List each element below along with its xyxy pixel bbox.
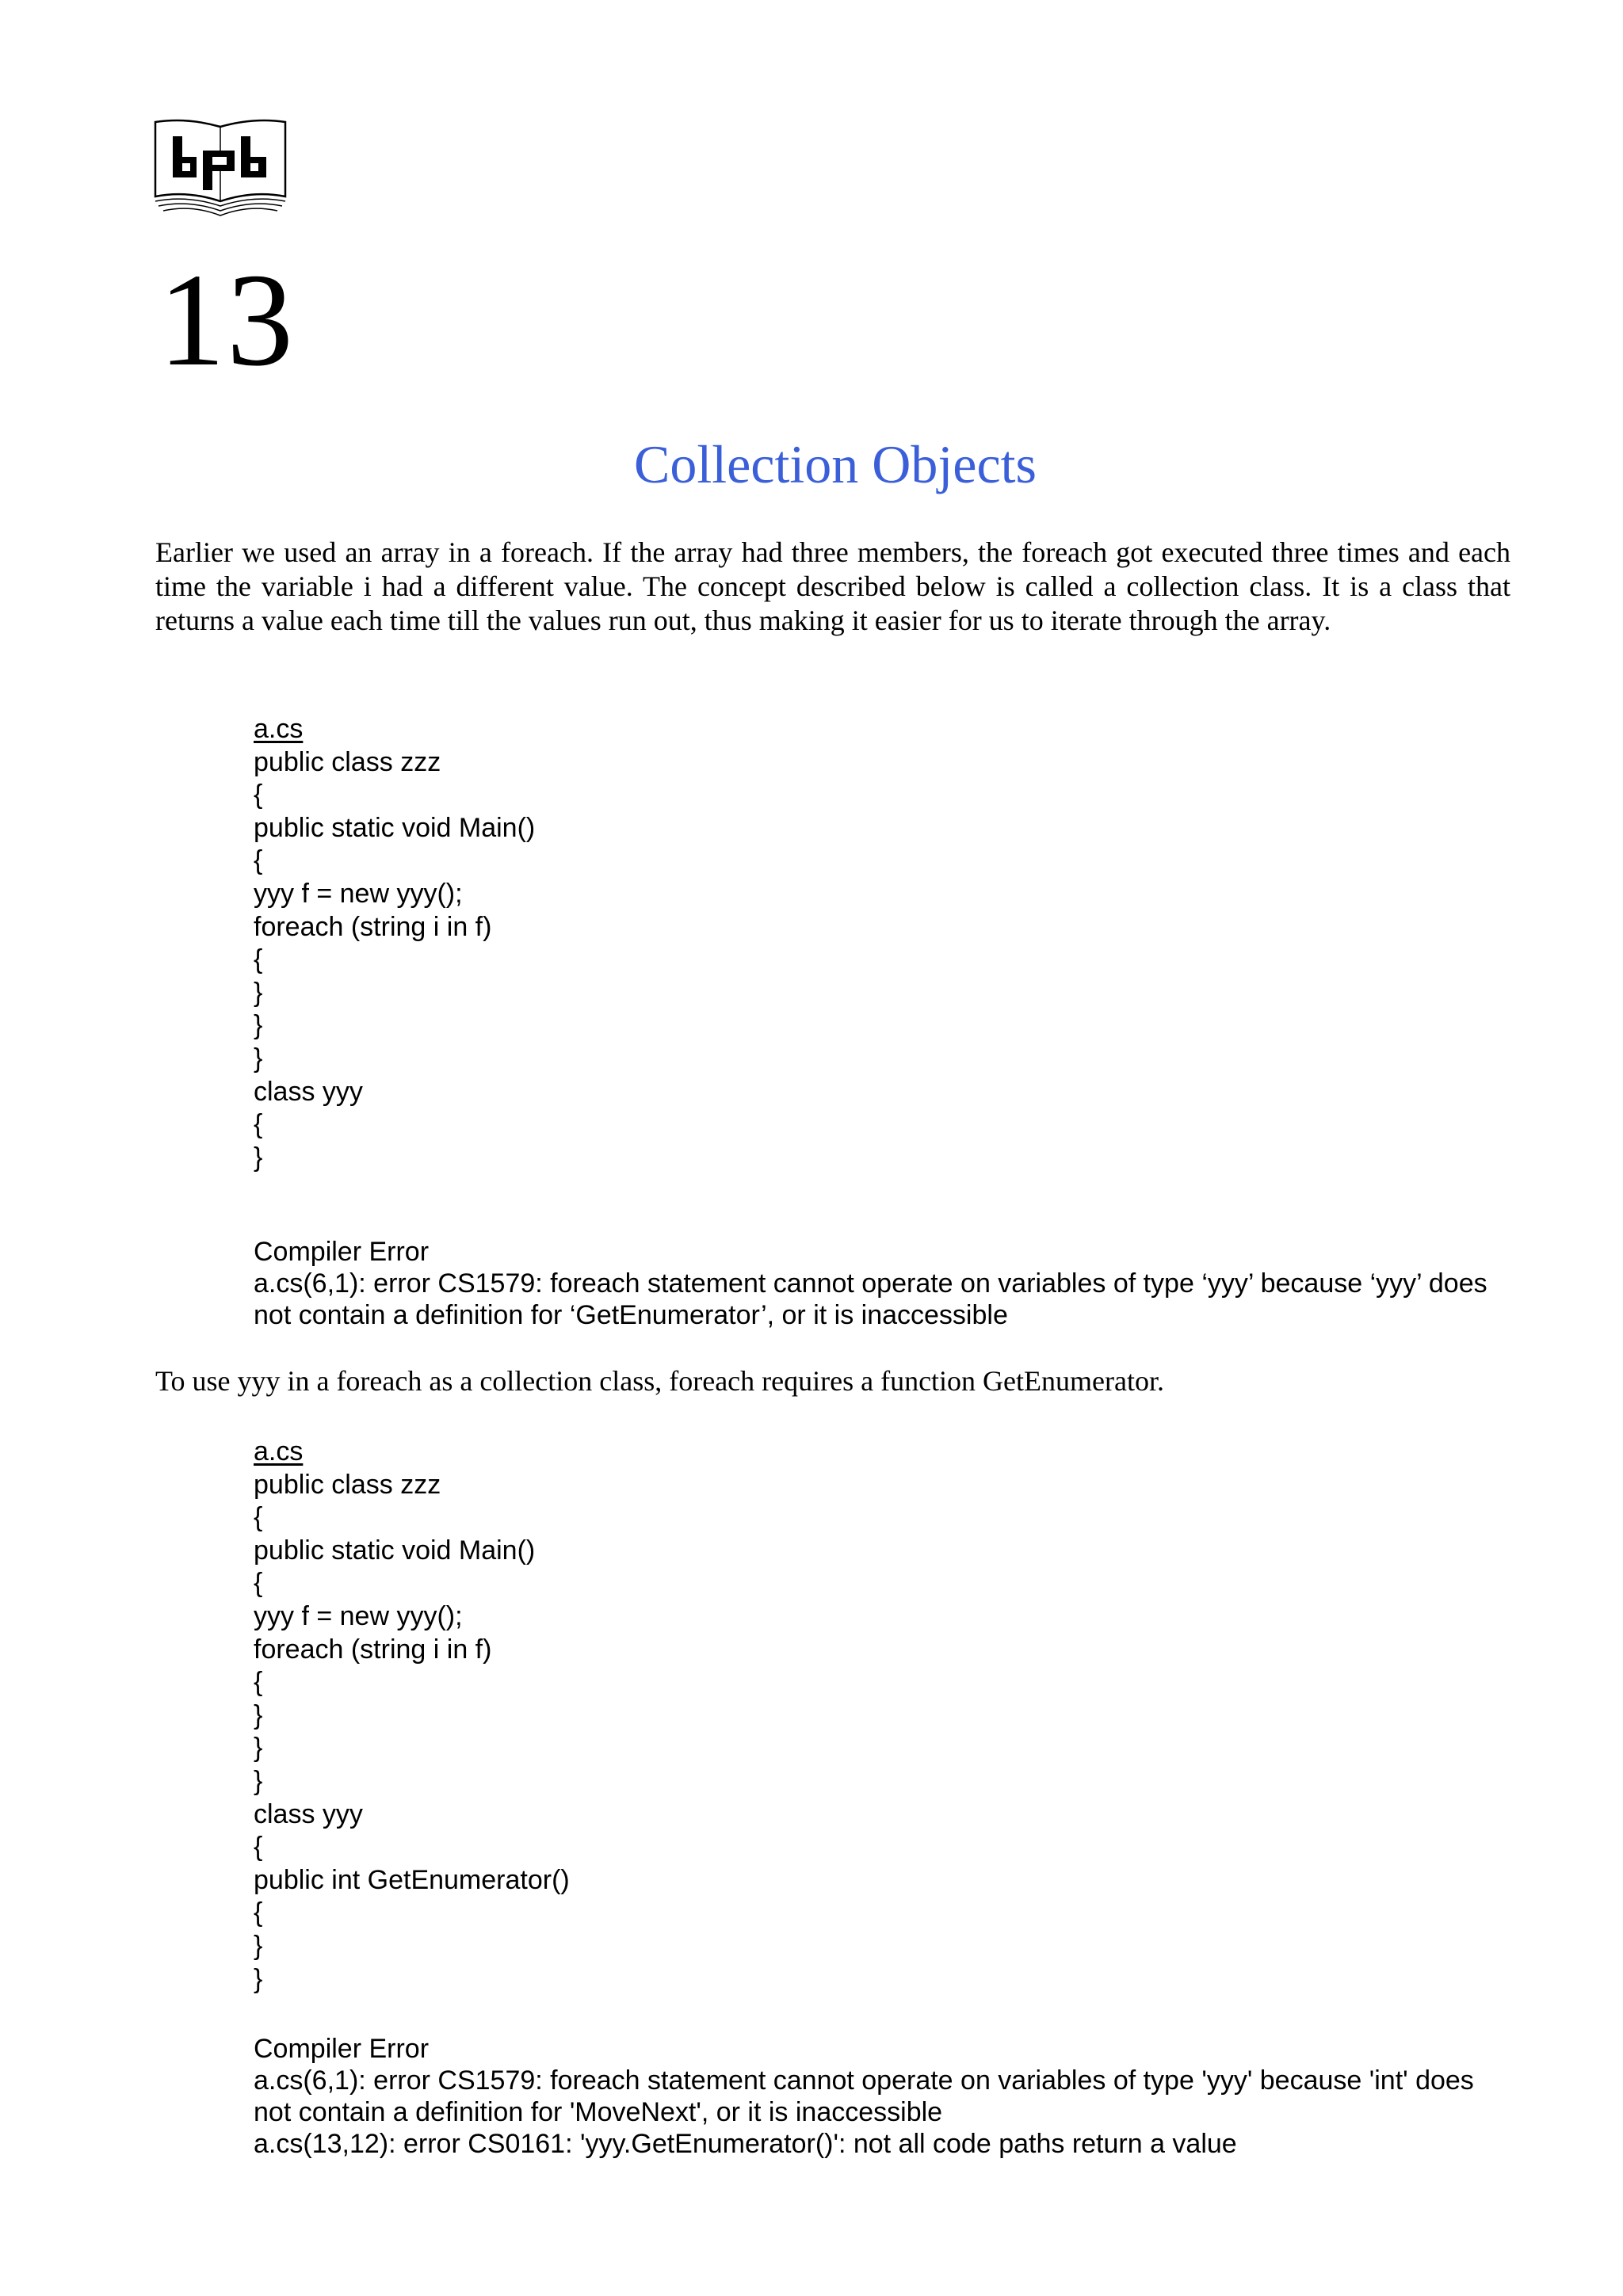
chapter-title: Collection Objects xyxy=(633,434,1037,494)
code-line: } xyxy=(254,1733,263,1764)
code-line: class yyy xyxy=(254,1076,363,1107)
code-filename: a.cs xyxy=(254,1436,304,1466)
code-line: } xyxy=(254,1010,263,1041)
error-heading: Compiler Error xyxy=(254,2034,430,2064)
code-line: public static void Main() xyxy=(254,1535,536,1566)
intro-paragraph: Earlier we used an array in a foreach. If the array had three members, the foreach got executed three times and each time the variable i had a different value. The concept described below is called a collection class. It is a class that returns a value each time till the values run out, thus making it easier for us to iterate through the array. xyxy=(155,536,1510,636)
chapter-number: 13 xyxy=(158,246,295,394)
error-message: a.cs(6,1): error CS1579: foreach statement cannot operate on variables of type ‘yyy’ because ‘yyy’ does not contain a definition for ‘GetEnumerator’, or it is inaccessible xyxy=(254,1268,1487,1330)
code-line: { xyxy=(254,845,263,876)
code-line: foreach (string i in f) xyxy=(254,1634,492,1665)
code-line: class yyy xyxy=(254,1798,363,1829)
code-line: public int GetEnumerator() xyxy=(254,1864,570,1895)
code-line: } xyxy=(254,1930,263,1961)
code-line: foreach (string i in f) xyxy=(254,911,492,942)
code-line: { xyxy=(254,1832,263,1863)
compiler-error-2 xyxy=(254,2033,1514,2160)
error-message: a.cs(6,1): error CS1579: foreach statement cannot operate on variables of type 'yyy' because 'int' does not contain a definition for 'MoveNext', or it is inaccessible xyxy=(254,2065,1474,2127)
compiler-error-1 xyxy=(254,1236,1514,1331)
code-filename: a.cs xyxy=(254,714,304,744)
code-line: { xyxy=(254,1568,263,1599)
code-line: } xyxy=(254,1043,263,1074)
code-line: { xyxy=(254,1897,263,1928)
code-line: { xyxy=(254,1109,263,1140)
code-line: public class zzz xyxy=(254,1469,441,1500)
code-listing-2 xyxy=(254,1436,1522,1996)
code-line: { xyxy=(254,944,263,975)
code-line: } xyxy=(254,977,263,1008)
code-line: } xyxy=(254,1142,263,1173)
code-listing-1 xyxy=(254,713,1522,1174)
code-line: public class zzz xyxy=(254,746,441,777)
code-line: { xyxy=(254,780,263,810)
error-heading: Compiler Error xyxy=(254,1237,430,1267)
code-line: } xyxy=(254,1963,263,1994)
code-line: } xyxy=(254,1699,263,1730)
bpb-logo-icon xyxy=(152,117,288,219)
getenumerator-paragraph: To use yyy in a foreach as a collection class, foreach requires a function GetEnumerator. xyxy=(155,1365,1164,1397)
code-line: { xyxy=(254,1502,263,1533)
code-line: yyy f = new yyy(); xyxy=(254,878,463,909)
error-message: a.cs(13,12): error CS0161: 'yyy.GetEnumerator()': not all code paths return a value xyxy=(254,2129,1237,2159)
code-line: public static void Main() xyxy=(254,812,536,843)
code-line: } xyxy=(254,1765,263,1796)
code-line: { xyxy=(254,1667,263,1698)
code-line: yyy f = new yyy(); xyxy=(254,1600,463,1631)
